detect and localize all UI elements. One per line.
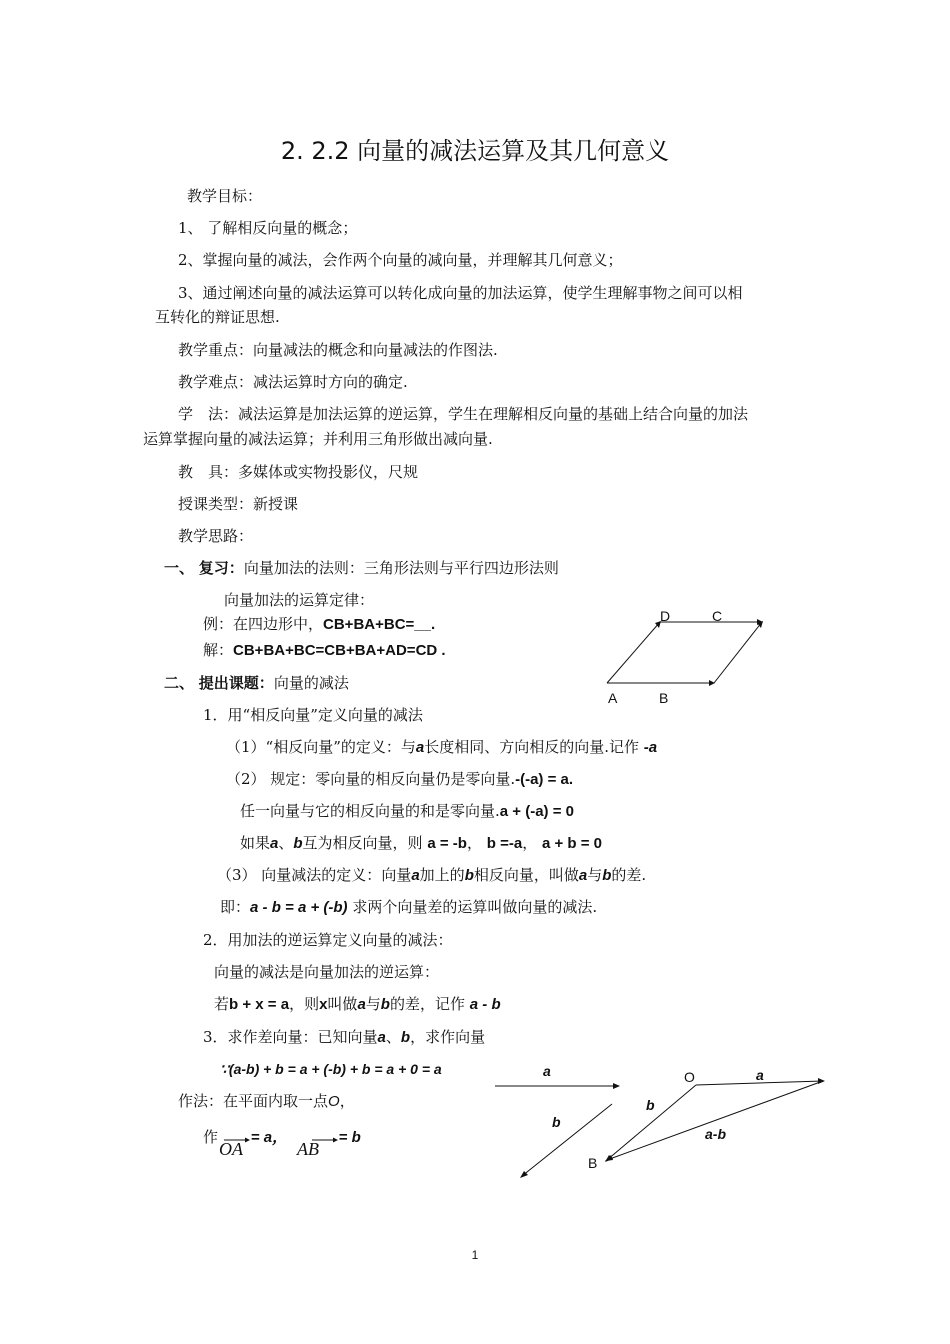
section1-text: 向量加法的法则：三角形法则与平行四边形法则: [243, 559, 559, 577]
text: 3．求作差向量：已知向量: [203, 1028, 378, 1046]
vector-a: a: [357, 996, 366, 1013]
label-B: B: [588, 1155, 598, 1171]
ab-eq: = b: [338, 1129, 361, 1146]
formula: a = -b: [427, 835, 467, 852]
text: 作: [203, 1128, 219, 1146]
side-diff: [607, 1081, 823, 1160]
variable-x: x: [319, 996, 328, 1013]
text: 即：: [220, 898, 251, 916]
formula: b + x = a: [229, 996, 290, 1013]
label-d: D: [660, 608, 671, 624]
text: 与: [365, 995, 381, 1013]
tools: 教 具：多媒体或实物投影仪，尺规: [178, 463, 419, 481]
approach: 教学思路：: [178, 527, 254, 545]
part2-heading: 2．用加法的逆运算定义向量的减法：: [203, 931, 453, 949]
text: 与: [587, 866, 603, 884]
formula: a - b = a + (-b): [250, 899, 348, 916]
text: 互为相反向量，则: [302, 834, 423, 852]
text: ，: [522, 834, 538, 852]
text: 、: [385, 1028, 401, 1046]
objectives-heading: 教学目标：: [187, 187, 263, 205]
text: 任一向量与它的相反向量的和是零向量.: [240, 802, 500, 820]
section2-text: 向量的减法: [273, 674, 349, 692]
vector-a: a: [377, 1029, 386, 1046]
text: 加上的: [419, 866, 465, 884]
objective-3-line2: 互转化的辩证思想.: [155, 308, 280, 326]
solution-expr: CB+BA+BC=CB+BA+AD=CD .: [233, 642, 446, 659]
vector-b: b: [380, 996, 390, 1013]
text: 如果: [240, 834, 271, 852]
label-a: A: [608, 690, 618, 706]
vector-b: b: [400, 1029, 411, 1046]
objective-1: 1、 了解相反向量的概念；: [178, 219, 358, 237]
addition-law: 向量加法的运算定律：: [224, 591, 375, 609]
label-c: C: [712, 608, 723, 624]
vector-a: a: [578, 867, 588, 884]
ab-label: AB: [297, 1139, 319, 1159]
formula: -(-a) = a.: [515, 771, 574, 788]
solution-prefix: 解：: [203, 641, 234, 659]
method-line2: 运算掌握向量的减法运算；并利用三角形做出减向量.: [143, 430, 493, 448]
formula: a - b: [469, 996, 501, 1013]
method-line1: 学 法：减法运算是加法运算的逆运算，学生在理解相反向量的基础上结合向量的加法: [178, 405, 749, 423]
oa-eq: = a，: [250, 1129, 288, 1146]
inverse-operation: 向量的减法是向量加法的逆运算：: [214, 963, 440, 981]
text: 相反向量，叫做: [473, 866, 579, 884]
side-bc: [714, 622, 762, 683]
text: 若: [214, 995, 230, 1013]
formula: b =-a: [486, 835, 523, 852]
example-expr: CB+BA+BC=__.: [323, 616, 436, 633]
difficulty: 教学难点：减法运算时方向的确定.: [178, 373, 408, 391]
vector-b: b: [293, 835, 303, 852]
vector-a: a: [415, 739, 425, 756]
difference-triangle-figure: [588, 1067, 825, 1171]
side-ad: [607, 622, 660, 683]
text: ，: [466, 834, 482, 852]
oa-label: OA: [219, 1139, 243, 1159]
text: （1）“相反向量”的定义：与: [226, 738, 416, 756]
text: 的差.: [611, 866, 647, 884]
example-prefix: 例：在四边形中，: [203, 615, 324, 633]
section2-num: 二、: [164, 675, 195, 692]
text: ，: [339, 1092, 355, 1110]
page-number: 1: [471, 1248, 479, 1262]
section1-num: 一、: [164, 560, 195, 577]
formula: a + (-a) = 0: [499, 803, 574, 820]
label-a: a: [756, 1067, 764, 1083]
point-o: O: [328, 1093, 340, 1110]
given-vectors-figure: [495, 1063, 620, 1178]
text: ，求作向量: [410, 1028, 486, 1046]
label-o: O: [684, 1069, 695, 1085]
vector-b: b: [602, 867, 612, 884]
text: 的差，记作: [389, 995, 465, 1013]
arrowhead-icon: [613, 1083, 620, 1089]
vector-b-label: b: [552, 1114, 561, 1130]
vector-b-line: [522, 1104, 612, 1176]
vector-b: b: [464, 867, 474, 884]
vector-a-label: a: [543, 1063, 551, 1079]
text: 求两个向量差的运算叫做向量的减法.: [352, 898, 598, 916]
formula: ∵(a-b) + b = a + (-b) + b = a + 0 = a: [220, 1061, 442, 1077]
label-b: b: [646, 1097, 655, 1113]
objective-3-line1: 3、通过阐述向量的减法运算可以转化成向量的加法运算，使学生理解事物之间可以相: [178, 284, 743, 302]
part1-heading: 1．用“相反向量”定义向量的减法: [203, 706, 423, 724]
vector-a: a: [270, 835, 279, 852]
text: （3） 向量减法的定义：向量: [217, 866, 412, 884]
parallelogram-figure: [607, 608, 763, 706]
formula: a + b = 0: [541, 835, 603, 852]
key-point: 教学重点：向量减法的概念和向量减法的作图法.: [178, 341, 498, 359]
lesson-type: 授课类型：新授课: [178, 495, 299, 513]
text: ，则: [289, 995, 320, 1013]
text: 长度相同、方向相反的向量.记作: [424, 738, 640, 756]
arrowhead-icon: [818, 1078, 825, 1084]
page-title: 2. 2.2 向量的减法运算及其几何意义: [280, 137, 670, 165]
vector-a: a: [411, 867, 420, 884]
label-b: B: [659, 690, 669, 706]
section1-label: 复习：: [198, 560, 244, 577]
text: 、: [278, 834, 294, 852]
text: 叫做: [327, 995, 358, 1013]
text: （2） 规定：零向量的相反向量仍是零向量.: [226, 770, 516, 788]
section2-label: 提出课题：: [198, 675, 274, 692]
vector-neg-a: -a: [643, 739, 658, 756]
objective-2: 2、掌握向量的减法，会作两个向量的减向量，并理解其几何意义；: [178, 251, 623, 269]
label-a-minus-b: a-b: [705, 1126, 726, 1142]
text: 作法：在平面内取一点: [178, 1092, 329, 1110]
